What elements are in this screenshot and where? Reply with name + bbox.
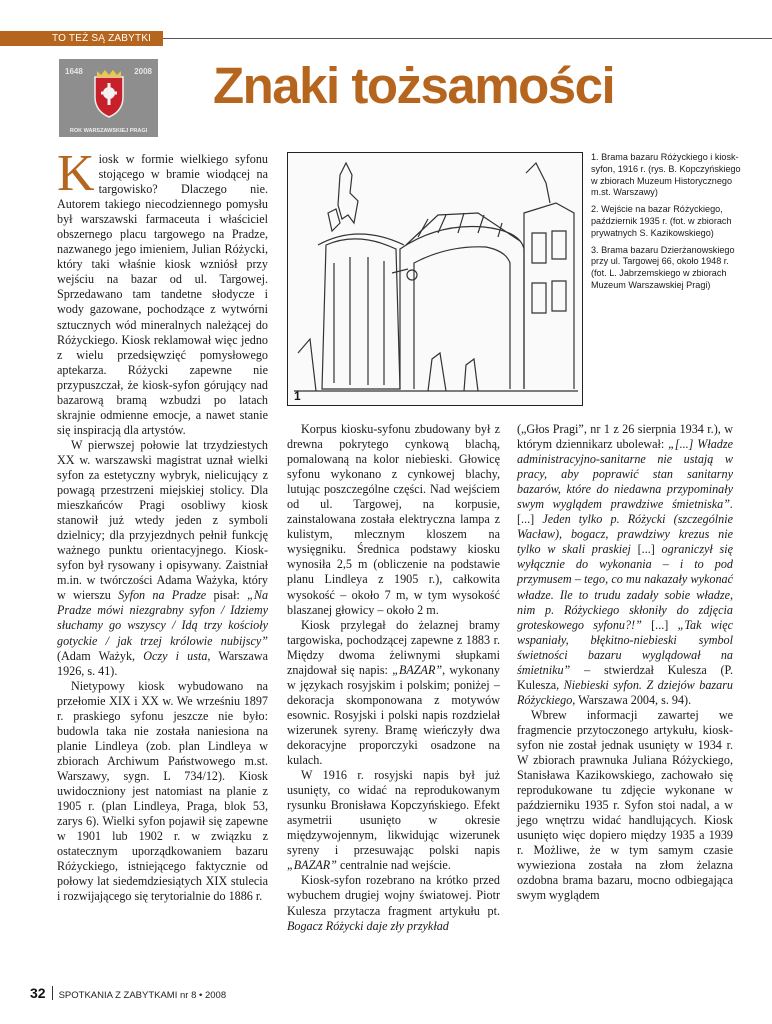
paragraph-6-text-b: centralnie nad wejście. <box>336 858 451 873</box>
paragraph-2-text-b: pisał: <box>206 588 248 603</box>
caption-1: 1. Brama bazaru Różyckiego i kiosk-syfon, 1916 r. (rys. B. Kopczyńskiego w zbiorach Muzeum Historycznego m.st. Warszawy) <box>591 152 741 198</box>
column-3 <box>517 422 733 904</box>
paragraph-5-text-a: Kiosk przylegał do żelaznej bramy targowiska, pochodzącej zapewne z 1883 r. Między dwoma żeliwnymi słupkami znajdował się napis: <box>287 617 500 677</box>
drop-cap: K <box>57 145 95 202</box>
anniversary-emblem <box>59 59 158 137</box>
paragraph-2-text-d: Warszawa 1926, s. 41). <box>57 648 268 678</box>
figure-1-sketch <box>287 152 583 406</box>
figure-captions <box>591 152 741 297</box>
paragraph-2-text-c: (Adam Ważyk, <box>57 648 144 663</box>
paragraph-7-text-f: – stwierdzał Kulesza (P. Kulesza, <box>517 662 733 692</box>
section-label: TO TEŻ SĄ ZABYTKI <box>0 31 163 46</box>
paragraph-8: Wbrew informacji zawartej we fragmencie przytoczonego artykułu, kiosk-syfon nie został jednak usunięty w 1934 r. W zbiorach prawnuka Juliana Różyckiego, Stanisława Kazikowskiego, zachowało się reprodukowane tu zdjęcie wykonane w październiku 1935 r. Syfon stoi nadal, a w jego wnętrzu widać handlujących. Kiosk usunięto więc dopiero między 1935 a 1939 r. Możliwe, że w tym samym czasie wywieziona została na złom żelazna ozdobna brama bazaru, mocno odbiegająca swym wyglądem <box>517 707 733 903</box>
quote-3: ograniczył się wyłącznie do wykonania – i to pod przymusem – tego, co mu nakazały wykonać władze. Ile to trudu zadały sobie władze, nim p. Różyckiego skłoniły do zdjęcia groteskowego syfonu?!” <box>517 542 734 632</box>
article-title: Znaki tożsamości <box>213 57 615 114</box>
caption-3: 3. Brama bazaru Dzierżanowskiego przy ul. Targowej 66, około 1948 r. (fot. L. Jabrzemskiego w zbiorach Muzeum Warszawskiej Pragi) <box>591 244 735 290</box>
emblem-caption: ROK WARSZAWSKIEJ PRAGI <box>69 128 148 134</box>
paragraph-6 <box>287 768 500 873</box>
ellipsis-1: [...] <box>517 512 543 527</box>
poem-title: Syfon na Pradze <box>118 588 207 603</box>
emblem-year-right: 2008 <box>134 67 152 76</box>
publication-info: SPOTKANIA Z ZABYTKAMI nr 8 • 2008 <box>58 990 227 1001</box>
paragraph-5 <box>287 618 500 768</box>
paragraph-7 <box>287 873 500 933</box>
paragraph-7-continued <box>517 422 733 708</box>
bazar-sign-text: „BAZAR” <box>392 662 443 677</box>
bazaar-gate-sketch-image <box>288 153 583 406</box>
caption-2: 2. Wejście na bazar Różyckiego, październik 1935 r. (fot. w zbiorach prywatnych S. Kazikowskiego) <box>591 204 732 238</box>
paragraph-2 <box>57 438 268 679</box>
footer-divider <box>52 986 53 1000</box>
paragraph-7-text-g: Warszawa 2004, s. 94). <box>575 692 692 707</box>
bazar-sign-text-2: „BAZAR” <box>287 858 337 873</box>
paragraph-7-text-a: Kiosk-syfon rozebrano na krótko przed wybuchem drugiej wojny światowej. Piotr Kulesza przytacza fragment artykułu pt. <box>287 873 500 918</box>
paragraph-2-text-a: W pierwszej połowie lat trzydziestych XX w. warszawski magistrat uznał wielki syfon za estetyczny wybryk, nielicujący z powagą przestrzeni miejskiej stolicy. Dla mieszkańców Pragi osobliwy kiosk stanowił już wtedy jeden z symboli dzielnicy; dla przyjezdnych pełnił funkcję ważnego punktu orientacyjnego. Kiosk-syfon był rysowany i opisywany. Zaistniał m.in. w twórczości Adama Ważyka, który w wierszu <box>57 437 268 603</box>
page-number: 32 <box>30 985 46 1001</box>
paragraph-3: Nietypowy kiosk wybudowano na przełomie XIX i XX w. We wrześniu 1897 r. praskiego syfonu jeszcze nie było: budowla taka nie została naniesiona na planie Lindleya (zob. plan Lindleya w zbiorach Archiwum Państwowego m.st. Warszawy, sygn. L 734/12). Kiosk uwidoczniony jest natomiast na planie z 1905 r. (plan Lindleya, Praga, blok 53, zarys 6). Wielki syfon pojawił się zapewne w 1901 lub 1902 r. w związku z ostatecznym uporządkowaniem bazaru Różyckiego, istniejącego faktycznie od połowy lat siedemdziesiątych XIX stulecia i rozwijającego się terytorialnie do 1886 r. <box>57 678 268 904</box>
book-title: Oczy i usta, <box>143 648 211 663</box>
coat-of-arms-icon <box>89 67 129 119</box>
emblem-year-left: 1648 <box>65 67 83 76</box>
header-rule <box>163 38 772 39</box>
quote-2: Jeden tylko p. Różycki (szczególnie Wacław), bogacz, prawdziwy krezus nie tylko w skali praskiej <box>517 512 733 557</box>
figure-number: 1 <box>294 389 301 403</box>
paragraph-5-text-b: , wykonany w językach rosyjskim i polskim; poniżej – dekoracja skomponowana z motywów esownic. Rosyjski i polski napis rozdzielał wizerunek syreny. Bramę wieńczyły dwa dekoracyjne proporczyki osadzone na kulach. <box>287 662 500 768</box>
page-footer <box>30 985 226 1001</box>
column-2 <box>287 422 500 934</box>
paragraph-6-text-a: W 1916 r. rosyjski napis był już usunięty, co widać na reprodukowanym rysunku Bronisława Kopczyńskiego. Efekt asymetrii usunięto w okresie międzywojennym, likwidując wizerunek syreny i przesuwając polski napis <box>287 768 500 858</box>
ellipsis-3: [...] <box>641 617 678 632</box>
article-citation-title: Bogacz Różycki daje zły przykład <box>287 918 449 933</box>
ellipsis-2: [...] <box>630 542 662 557</box>
quote-1: „[...] Władze administracyjno-sanitarne nie ustają w pracy, aby poprawić stan sanitarny bazarów, które do niedawna przypominały swym wyglądem prawdziwe śmietniska”. <box>517 437 733 512</box>
paragraph-4: Korpus kiosku-syfonu zbudowany był z drewna pokrytego cynkową blachą, pomalowaną na kolor niebieski. Głowicę syfonu wykonano z cynkowej blachy, lutując poszczególne części. Nad wejściem od ul. Targowej, na korpusie, zainstalowana została elektryczna lampa z kulistym, mlecznym kloszem na wysięgniku. Średnica podstawy kiosku wynosiła 2,5 m (obliczenie na podstawie planu Lindleya z 1905 r.), całkowita wysokość – około 7 m, w tym wysokość blaszanej głowicy – około 2 m. <box>287 422 500 617</box>
paragraph-1-text: iosk w formie wielkiego syfonu stojącego w bramie wiodącej na targowisko? Dlaczego nie. Autorem takiego niecodziennego pomysłu był warszawski farmaceuta i właściciel obszernego placu targowego na Pradze, nazwanego jego imieniem, Julian Różycki, który taki właśnie kiosk wzniósł przy wejściu na bazar od ul. Targowej. Sprzedawano tam tandetne słodycze i wody gazowane, pochodzące z wytwórni sztucznych wód mineralnych należącej do Różyckiego. Kiosk reklamował więc jedno z wielu przedsięwzięć pomysłowego aptekarza. Różycki zapewne nie przypuszczał, że kiosk-syfon górujący nad bazarową bramą wzbudzi po latach skrajnie odmienne emocje, a nawet stanie się inspiracją dla artystów. <box>57 152 268 437</box>
book-title-2: Niebieski syfon. Z dziejów bazaru Różyckiego, <box>517 677 733 707</box>
poem-quote: „Na Pradze mówi niezgrabny syfon / Idziemy słuchamy go wszyscy / Idą trzy kościoły gotyckie / jak trzej królowie nubijscy” <box>57 588 269 648</box>
column-1 <box>57 145 269 904</box>
paragraph-1 <box>57 145 268 438</box>
quote-4: „Tak więc wspaniały, błękitno-niebieski symbol świetności bazaru wyglądował na śmietniku” <box>517 617 733 677</box>
paragraph-7-text-b: („Głos Pragi”, nr 1 z 26 sierpnia 1934 r.), w którym dziennikarz ubolewał: <box>517 422 733 452</box>
